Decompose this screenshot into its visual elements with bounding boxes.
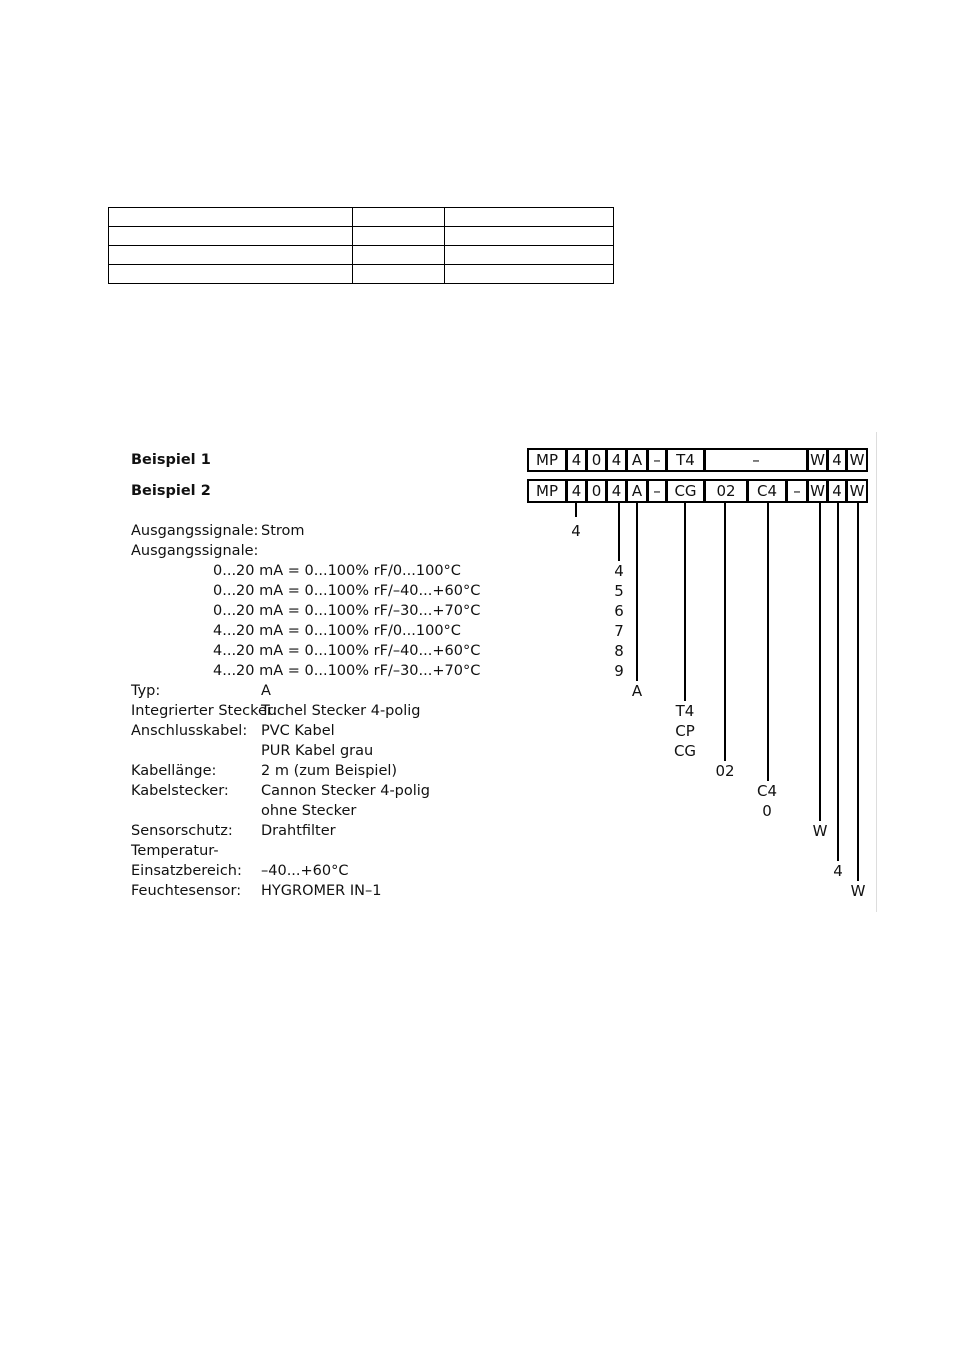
- spec-value: 7: [614, 622, 624, 640]
- spec-value: 9: [614, 662, 624, 680]
- code-cell: W: [807, 448, 828, 472]
- spec-text: PUR Kabel grau: [261, 743, 374, 759]
- code-cell: MP: [527, 448, 567, 472]
- connector-line: [819, 503, 821, 821]
- code-cell: T4: [666, 448, 705, 472]
- code-cell: 02: [704, 479, 748, 503]
- spec-text: Cannon Stecker 4-polig: [261, 783, 431, 799]
- code-cell: A: [626, 448, 648, 472]
- code-cell: W: [846, 448, 868, 472]
- spec-label: Sensorschutz:: [131, 823, 233, 839]
- connector-line: [684, 503, 686, 701]
- code-cell: –: [786, 479, 808, 503]
- connector-line: [636, 503, 638, 681]
- spec-label: Kabellänge:: [131, 763, 217, 779]
- code-cell: A: [626, 479, 648, 503]
- spec-label: Ausgangssignale:: [131, 523, 259, 539]
- spec-label: Anschlusskabel:: [131, 723, 248, 739]
- spec-label: Ausgangssignale:: [131, 543, 259, 559]
- empty-table: [108, 207, 614, 284]
- spec-text: 2 m (zum Beispiel): [261, 763, 398, 779]
- table-row: [109, 227, 614, 246]
- code-cell: 4: [606, 448, 627, 472]
- spec-text: A: [261, 683, 271, 699]
- spec-label: Feuchtesensor:: [131, 883, 242, 899]
- spec-value: 4: [571, 522, 581, 540]
- spec-label: Kabelstecker:: [131, 783, 229, 799]
- spec-value: 5: [614, 582, 624, 600]
- example-1-label: Beispiel 1: [131, 452, 211, 468]
- spec-text: 4...20 mA = 0...100% rF/–30...+70°C: [213, 663, 481, 679]
- spec-value: 4: [614, 562, 624, 580]
- spec-value: CG: [673, 742, 697, 760]
- table-row: [109, 208, 614, 227]
- code-cell: 4: [606, 479, 627, 503]
- spec-text: Tuchel Stecker 4-polig: [261, 703, 421, 719]
- spec-text: 0...20 mA = 0...100% rF/0...100°C: [213, 563, 461, 579]
- spec-label: Typ:: [131, 683, 161, 699]
- spec-text: 4...20 mA = 0...100% rF/–40...+60°C: [213, 643, 481, 659]
- spec-label: Integrierter Stecker:: [131, 703, 278, 719]
- spec-value: 0: [762, 802, 772, 820]
- spec-value: 6: [614, 602, 624, 620]
- table-row: [109, 246, 614, 265]
- spec-value: W: [812, 822, 828, 840]
- connector-line: [767, 503, 769, 781]
- code-cell: –: [704, 448, 808, 472]
- code-cell: 4: [566, 479, 587, 503]
- spec-value: T4: [675, 702, 695, 720]
- code-cell: 0: [586, 479, 607, 503]
- spec-value: W: [850, 882, 866, 900]
- code-cell: –: [647, 479, 667, 503]
- spec-value: A: [631, 682, 643, 700]
- code-cell: 4: [566, 448, 587, 472]
- code-cell: 0: [586, 448, 607, 472]
- spec-text: ohne Stecker: [261, 803, 357, 819]
- table-row: [109, 265, 614, 284]
- code-cell: 4: [827, 448, 847, 472]
- spec-text: PVC Kabel: [261, 723, 335, 739]
- spec-value: 02: [715, 762, 735, 780]
- spec-value: 4: [833, 862, 843, 880]
- spec-value: 8: [614, 642, 624, 660]
- code-cell: –: [647, 448, 667, 472]
- spec-value: CP: [675, 722, 695, 740]
- code-cell: W: [807, 479, 828, 503]
- connector-line: [857, 503, 859, 881]
- code-cell: MP: [527, 479, 567, 503]
- connector-line: [575, 503, 577, 517]
- spec-text: 0...20 mA = 0...100% rF/–30...+70°C: [213, 603, 481, 619]
- spec-label: Temperatur-: [131, 843, 219, 859]
- connector-line: [724, 503, 726, 761]
- scan-edge-line: [876, 432, 877, 912]
- spec-text: Drahtfilter: [261, 823, 336, 839]
- code-cell: W: [846, 479, 868, 503]
- spec-value: C4: [756, 782, 778, 800]
- code-cell: 4: [827, 479, 847, 503]
- connector-line: [837, 503, 839, 861]
- spec-text: –40...+60°C: [261, 863, 349, 879]
- code-cell: C4: [747, 479, 787, 503]
- example-2-label: Beispiel 2: [131, 483, 211, 499]
- spec-text: HYGROMER IN–1: [261, 883, 382, 899]
- spec-label: Einsatzbereich:: [131, 863, 242, 879]
- code-cell: CG: [666, 479, 705, 503]
- connector-line: [618, 503, 620, 561]
- spec-text: Strom: [261, 523, 305, 539]
- spec-text: 4...20 mA = 0...100% rF/0...100°C: [213, 623, 461, 639]
- spec-text: 0...20 mA = 0...100% rF/–40...+60°C: [213, 583, 481, 599]
